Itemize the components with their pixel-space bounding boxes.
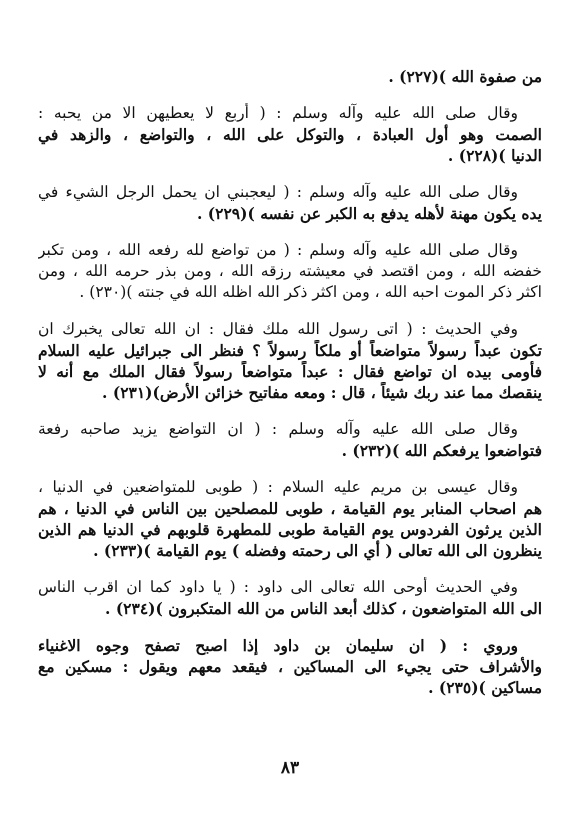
text-line: وقال صلى الله عليه وآله وسلم : ( من تواضع لله رفعه الله ، ومن تكبر (38, 241, 518, 259)
text-line: وقال صلى الله عليه وآله وسلم : ( ان التواضع يزيد صاحبه رفعة (38, 420, 518, 438)
paragraph-gap (38, 166, 542, 182)
text-line: الى الله المتواضعون ، كذلك أبعد الناس من الله المتكبرون )(٢٣٤) . (105, 599, 542, 618)
text-line: تكون عبداً رسولاً متواضعاً أو ملكاً رسولاً ؟ فنظر الى جبرائيل عليه السلام (38, 341, 542, 360)
text-line: وفي الحديث : ( اتى رسول الله ملك فقال : ان الله تعالى يخبرك ان (38, 320, 518, 338)
text-line: هم اصحاب المنابر يوم القيامة ، طوبى للمصلحين بين الناس في الدنيا ، هم (38, 499, 542, 518)
paragraph-gap (38, 619, 542, 635)
page-body-text (38, 66, 542, 698)
paragraph (38, 577, 542, 619)
paragraph (38, 419, 542, 461)
paragraph (38, 240, 542, 303)
text-line: الذين يرثون الفردوس يوم القيامة طوبى للمطهرة قلوبهم في الدنيا هم الذين (38, 520, 542, 539)
text-line: فأومى بيده ان تواضع فقال : عبداً متواضعاً رسولاً فقال الملك مع أنه لا (38, 362, 542, 381)
paragraph-gap (38, 461, 542, 477)
paragraph (38, 103, 542, 166)
paragraph (38, 66, 542, 87)
text-line: ينظرون الى الله تعالى ( أي الى رحمته وفضله ) يوم القيامة )(٢٣٣) . (93, 541, 542, 560)
text-line: ينقصك مما عند ربك شيئاً ، قال : ومعه مفاتيح خزائن الأرض)(٢٣١) . (102, 383, 542, 402)
paragraph (38, 635, 542, 698)
paragraph-gap (38, 224, 542, 240)
paragraph (38, 182, 542, 224)
page-number: ٨٣ (280, 758, 300, 778)
paragraph-gap (38, 561, 542, 577)
text-line: وفي الحديث أوحى الله تعالى الى داود : ( يا داود كما ان اقرب الناس (38, 578, 518, 596)
text-line: وقال صلى الله عليه وآله وسلم : ( أربع لا يعطيهن الا من يحبه : (38, 104, 518, 122)
text-line: مساكين )(٢٣٥) . (428, 678, 542, 697)
text-line: وروي : ( ان سليمان بن داود إذا اصبح تصفح وجوه الاغنياء (38, 636, 518, 655)
text-line: اكثر ذكر الموت احبه الله ، ومن اكثر ذكر الله اظله الله في جنته )(٢٣٠) . (79, 283, 542, 301)
text-line: من صفوة الله )(٢٢٧) . (388, 67, 542, 86)
text-line: وقال صلى الله عليه وآله وسلم : ( ليعجبني ان يحمل الرجل الشيء في (38, 183, 518, 201)
paragraph-gap (38, 303, 542, 319)
text-line: والأشراف حتى يجيء الى المساكين ، فيقعد معهم ويقول : مسكين مع (38, 657, 542, 676)
paragraph (38, 477, 542, 561)
paragraph-gap (38, 87, 542, 103)
paragraph (38, 319, 542, 403)
text-line: الصمت وهو أول العبادة ، والتوكل على الله ، والتواضع ، والزهد في (38, 125, 542, 144)
text-line: خفضه الله ، ومن اقتصد في معيشته رزقه الله ، ومن بذر حرمه الله ، ومن (38, 262, 542, 280)
text-line: يده يكون مهنة لأهله يدفع به الكبر عن نفسه )(٢٢٩) . (197, 204, 542, 223)
text-line: الدنيا )(٢٢٨) . (447, 146, 542, 165)
text-line: فتواضعوا يرفعكم الله )(٢٣٢) . (341, 441, 542, 460)
paragraph-gap (38, 403, 542, 419)
text-line: وقال عيسى بن مريم عليه السلام : ( طوبى للمتواضعين في الدنيا ، (38, 478, 518, 496)
